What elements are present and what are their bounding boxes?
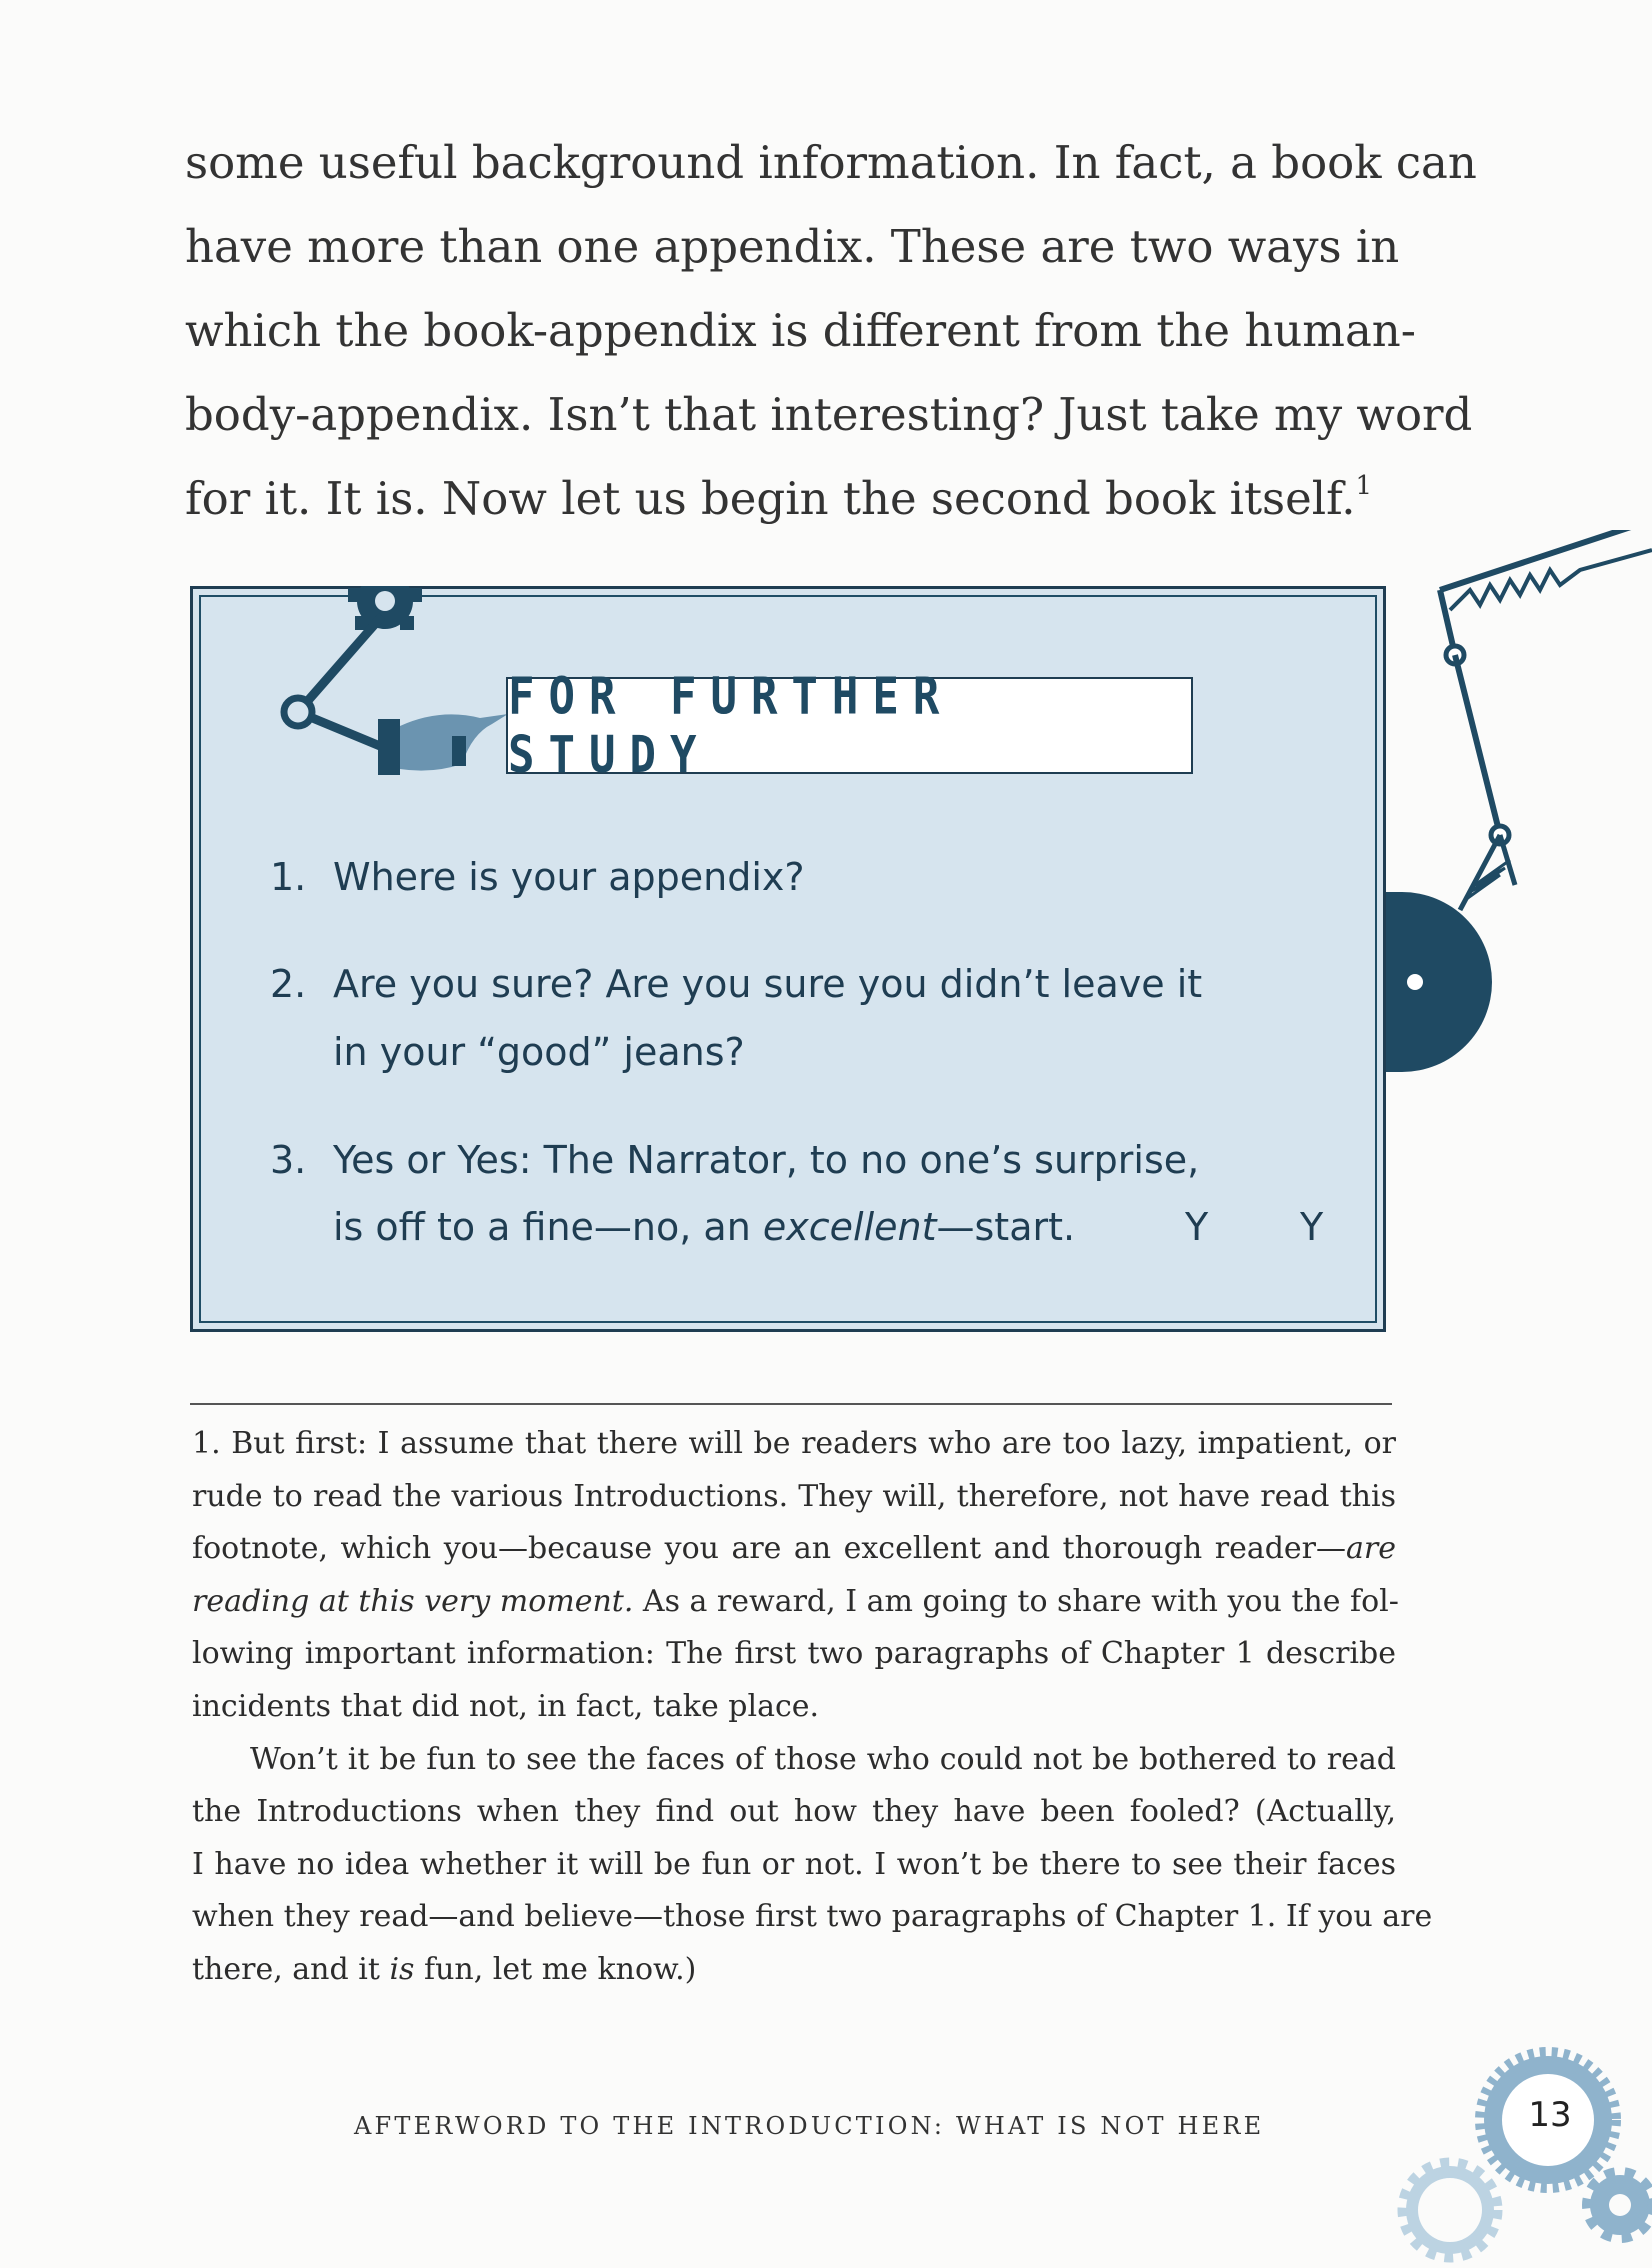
yes-mark: Y [1185,1205,1209,1249]
footnote-divider [190,1403,1392,1405]
text: I have no idea whether it will be fun or not. I won’t be there to see their faces [192,1846,1396,1882]
robot-arm-left-illustration [270,586,520,786]
footnote-line [192,1527,1396,1571]
text: lowing important information: The first two paragraphs of Chapter 1 describe [192,1636,1396,1672]
text: 1. But first: I assume that there will be readers who are too lazy, impatient, or [192,1426,1396,1461]
text: is off to a fine—no, an [333,1205,763,1249]
page-number: 13 [1528,2095,1572,2135]
question-number: 3. [270,1138,307,1182]
running-head: AFTERWORD TO THE INTRODUCTION: WHAT IS NOT HERE [354,2112,1265,2140]
question-number: 2. [270,962,307,1006]
text: —start. [936,1205,1076,1249]
text: footnote, which you—because you are an excellent and thorough reader— [192,1531,1347,1567]
question-text: Where is your appendix? [333,855,805,899]
question-text: Are you sure? Are you sure you didn’t leave it [333,962,1203,1006]
question-number: 1. [270,855,307,899]
footnote-line [192,1895,1433,1939]
line-text: some useful background information. In fact, a book can [185,136,1477,189]
yes-mark: Y [1300,1205,1324,1249]
footnote-line [250,1738,1396,1782]
text: As a reward, I am going to share with you the fol- [633,1583,1399,1619]
text: there, and it [192,1952,390,1987]
emphasis: reading at this very moment. [192,1583,634,1619]
text: rude to read the various Introductions. They will, therefore, not have read this [192,1478,1396,1514]
text: incidents that did not, in fact, take place. [192,1689,820,1724]
gears-decoration [1390,2040,1652,2268]
emphasis: are [1346,1531,1396,1567]
body-text-line [185,301,1416,361]
body-text-line [185,385,1473,445]
question-text [333,1202,1075,1252]
footnote-line [192,1790,1396,1834]
question-text: in your “good” jeans? [333,1030,745,1074]
emphasis: is [389,1952,415,1987]
text: fun, let me know.) [414,1952,697,1987]
text: the Introductions when they find out how they have been fooled? (Actually, [192,1794,1396,1830]
footnote-line [192,1685,1396,1729]
body-text-line [185,217,1400,277]
body-text-line [185,133,1477,193]
footnote-line [192,1843,1396,1887]
emphasis: excellent [762,1205,937,1249]
section-title-box [506,666,1193,785]
question-text: Yes or Yes: The Narrator, to no one’s surprise, [333,1138,1200,1182]
text: when they read—and believe—those first two paragraphs of Chapter 1. If you are [192,1899,1433,1935]
footnote-line [192,1422,1396,1466]
footnote-line [192,1948,1396,1992]
line-text: which the book-appendix is different from the human- [185,304,1416,357]
line-text: for it. It is. Now let us begin the second book itself. [185,472,1356,525]
footnote-line [192,1632,1396,1676]
body-text-line [185,469,1386,529]
section-title: FOR FURTHER STUDY [508,666,954,785]
footnote-reference[interactable]: 1 [1355,471,1373,501]
text: Won’t it be fun to see the faces of those who could not be bothered to read [250,1741,1396,1777]
robot-arm-right-illustration [1340,530,1652,1090]
footnote-line [192,1580,1399,1624]
line-text: body-appendix. Isn’t that interesting? Just take my word [185,388,1473,441]
line-text: have more than one appendix. These are two ways in [185,220,1400,273]
footnote-line [192,1475,1396,1519]
